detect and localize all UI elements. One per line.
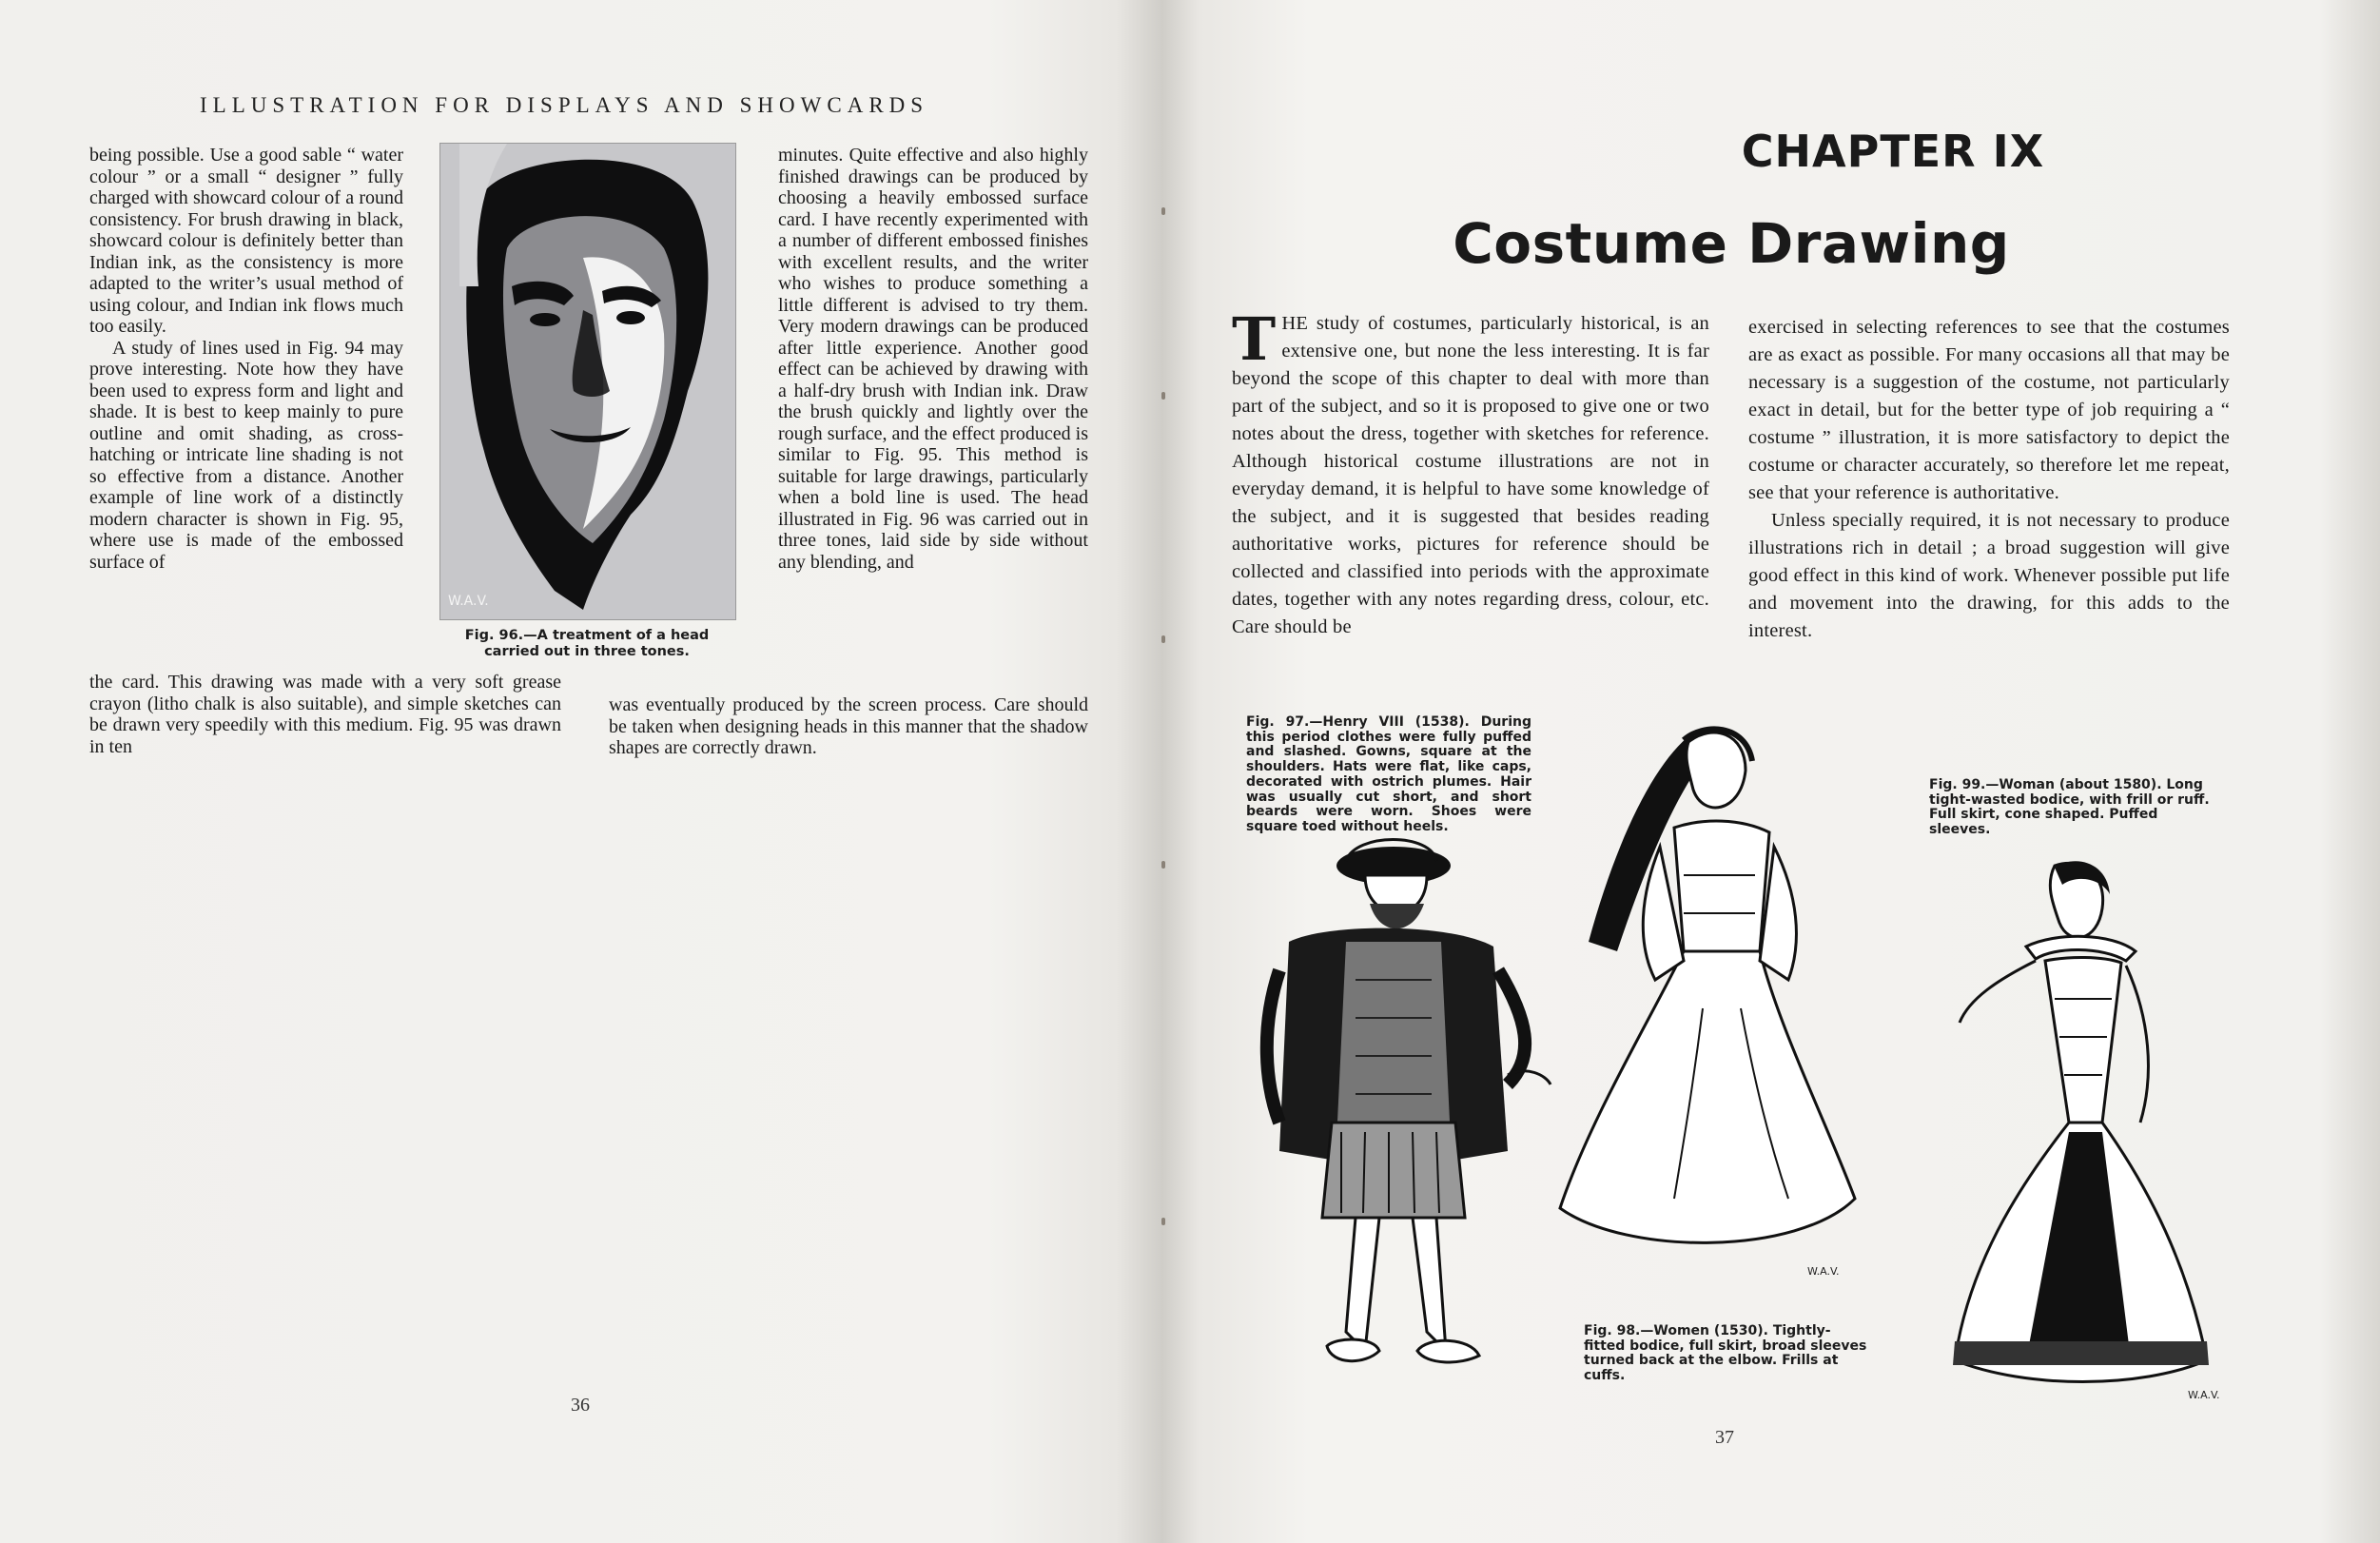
left-column-1-continued: the card. This drawing was made with a very soft grease crayon (litho chalk is also suitable), and simple sketches can be drawn very speedily with this medium. Fig. 95 was drawn in ten <box>89 672 561 757</box>
fig96-caption: Fig. 96.—A treatment of a head carried out in three tones. <box>464 628 710 659</box>
fig97-caption: Fig. 97.—Henry VIII (1538). During this period clothes were fully puffed and slashed. Gowns, square at the shoulders. Hats were flat, like caps, decorated with ostrich plumes. Hair was usually cut short, and short beards were worn. Shoes were square toed without heels. <box>1246 714 1531 834</box>
figure-99-woman-1580-drawing <box>1912 856 2226 1408</box>
fig96-signature: W.A.V. <box>448 594 489 609</box>
fig98-signature: W.A.V. <box>1807 1265 1840 1278</box>
binding-stitch <box>1161 1218 1165 1225</box>
left-column-2: minutes. Quite effective and also highly finished drawings can be produced by choosing a heavily embossed surface card. I have recently experimented with a number of different embossed finishes with excellent results, and the writer who wishes to produce something a little different is advised to try them. Very modern drawings can be produced after little experience. Another good effect can be achieved by drawing with a half-dry brush with Indian ink. Draw the brush quickly and lightly over the rough surface, and the effect produced is similar to Fig. 95. This method is suitable for large drawings, particularly when a bold line is used. The head illustrated in Fig. 96 was carried out in three tones, laid side by side without any blending, and <box>778 145 1088 573</box>
binding-stitch <box>1161 207 1165 215</box>
right-column-2 <box>1748 314 2230 645</box>
fig99-caption: Fig. 99.—Woman (about 1580). Long tight-wasted bodice, with frill or ruff. Full skirt, cone shaped. Puffed sleeves. <box>1929 777 2210 838</box>
head-illustration <box>440 144 735 619</box>
figure-98-woman-1530-drawing <box>1551 723 1864 1294</box>
binding-stitch <box>1161 635 1165 643</box>
paragraph: Unless specially required, it is not necessary to produce illustrations rich in detail ; a broad suggestion will give good effect in this kind of work. Whenever possible put life and movement into the drawing, for this adds to the interest. <box>1748 510 2230 641</box>
fig98-caption: Fig. 98.—Women (1530). Tightly-fitted bodice, full skirt, broad sleeves turned back at the elbow. Frills at cuffs. <box>1584 1323 1867 1384</box>
paragraph: A study of lines used in Fig. 94 may prove interesting. Note how they have been used to express form and light and shade. It is best to keep mainly to pure outline and omit shading, as cross-hatching or intricate line shading is not so effective from a distance. Another example of line work of a distinctly modern character is shown in Fig. 95, where use is made of the embossed surface of <box>89 337 403 573</box>
paragraph: HE study of costumes, particularly historical, is an extensive one, but none the less interesting. It is far beyond the scope of this chapter to deal with more than part of the subject, and so it is proposed to give one or two notes about the dress, together with sketches for reference. Although historical costume illustrations are not in everyday demand, it is helpful to have some knowledge of the subject, and it is suggested that besides reading authoritative works, pictures for reference should be collected and classified into periods with the approximate dates, together with any notes regarding dress, colour, etc. Care should be <box>1232 313 1709 637</box>
figure-97-henry-viii-drawing <box>1222 837 1565 1408</box>
chapter-title: Costume Drawing <box>1453 211 2010 276</box>
paragraph: exercised in selecting references to see that the costumes are as exact as possible. For many occasions all that may be necessary is a suggestion of the costume, not particularly exact in detail, but for the better type of job requiring a “ costume ” illustration, it is more satisfactory to depict the costume or character accurately, so therefore let me repeat, see that your reference is authoritative. <box>1748 317 2230 503</box>
chapter-heading: CHAPTER IX <box>1741 126 2045 177</box>
binding-stitch <box>1161 861 1165 869</box>
fig99-signature: W.A.V. <box>2188 1389 2220 1401</box>
paragraph: being possible. Use a good sable “ water colour ” or a small “ designer ” fully charged with showcard colour of a round consistency. For brush drawing in black, showcard colour is definitely better than Indian ink, as the consistency is more adapted to the writer’s usual method of using colour, and Indian ink flows much too easily. <box>89 145 403 337</box>
right-column-1 <box>1232 304 1709 641</box>
left-column-2-continued: was eventually produced by the screen process. Care should be taken when designing heads in this manner that the shadow shapes are correctly drawn. <box>609 694 1088 758</box>
page-number-right: 37 <box>1715 1427 1734 1448</box>
left-column-1 <box>89 145 403 573</box>
page-number-left: 36 <box>571 1395 590 1416</box>
drop-cap: T <box>1232 304 1277 374</box>
binding-stitch <box>1161 392 1165 400</box>
running-head: ILLUSTRATION FOR DISPLAYS AND SHOWCARDS <box>200 93 929 117</box>
figure-96-head-drawing <box>439 143 736 620</box>
